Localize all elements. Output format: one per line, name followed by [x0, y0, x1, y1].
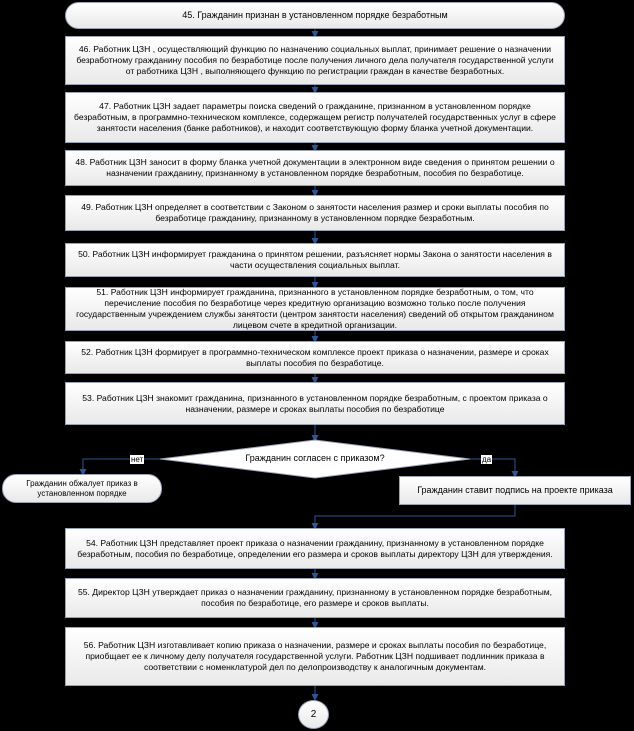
step-54-box: 54. Работник ЦЗН представляет проект приказа о назначении гражданину, признанному в установленном порядке безработным, пособия по безработице, определении его размера и сроков выплаты директору ЦЗН для утверждения.: [65, 528, 565, 569]
yes-branch-label: да: [482, 455, 492, 464]
step-56-box: 56. Работник ЦЗН изготавливает копию приказа о назначении, размере и сроках выплаты пособия по безработице, приобщает ее к личному делу получателя государственной услуги. Работник ЦЗН подшивает подлинник приказа в соответствии с номенклатурой дел по делопроизводству к аналогичным документам.: [65, 627, 565, 686]
arrow-no-branch: [83, 459, 160, 474]
step-52-box: 52. Работник ЦЗН формирует в программно-техническом комплексе проект приказа о назначении, размере и сроках выплаты пособия по безработице.: [65, 341, 565, 374]
no-branch-label: нет: [131, 455, 144, 464]
step-47-box: 47. Работник ЦЗН задает параметры поиска сведений о гражданине, признанном в установленном порядке безработным, в программно-техническом комплексе, содержащем регистр получателей государственных услуг в сфере занятости населения (банке работников), и находит соответствующую форму бланка учетной документации.: [65, 92, 565, 143]
arrow-yes-branch: [470, 459, 515, 476]
decision-question: Гражданин согласен с приказом?: [245, 453, 385, 463]
step-46-box: 46. Работник ЦЗН , осуществляющий функцию по назначению социальных выплат, принимает решение о назначении безработному гражданину пособия по безработице после получения личного дела получателя государственной услуги от работника ЦЗН , выполняющего функцию по регистрации граждан в качестве безработных.: [65, 36, 565, 85]
step-53-box: 53. Работник ЦЗН знакомит гражданина, признанного в установленном порядке безработным, с проектом приказа о назначении, размере и сроках выплаты пособия по безработице: [65, 382, 565, 425]
step-50-box: 50. Работник ЦЗН информирует гражданина о принятом решении, разъясняет нормы Закона о занятости населения в части осуществления социальных выплат.: [65, 243, 565, 277]
arrow-yes-to-54: [315, 505, 515, 528]
step-51-box: 51. Работник ЦЗН информирует гражданина, признанного в установленном порядке безработным, о том, что перечисление пособия по безработице через кредитную организацию возможно только после получения государственным учреждением службы занятости (центром занятости населения) сведений об открытом гражданином лицевом счете в кредитной организации.: [65, 287, 565, 331]
step-45-start: 45. Гражданин признан в установленном порядке безработным: [65, 2, 565, 29]
step-55-box: 55. Директор ЦЗН утверждает приказ о назначении гражданину, признанному в установленном порядке безработным, пособия по безработице, его размере и сроков выплаты.: [65, 578, 565, 618]
step-49-box: 49. Работник ЦЗН определяет в соответствии с Законом о занятости населения размер и сроки выплаты пособия по безработице гражданину, признанному в установленном порядке безработным.: [65, 195, 565, 231]
yes-outcome-sign: Гражданин ставит подпись на проекте приказа: [399, 476, 631, 505]
no-outcome-appeal: Гражданин обжалует приказ в установленном порядке: [2, 474, 162, 503]
page-connector-2: 2: [298, 700, 329, 729]
step-48-box: 48. Работник ЦЗН заносит в форму бланка учетной документации в электронном виде сведения о принятом решении о назначении гражданину, признанному в установленном порядке безработным, пособия по безработице.: [65, 150, 565, 186]
